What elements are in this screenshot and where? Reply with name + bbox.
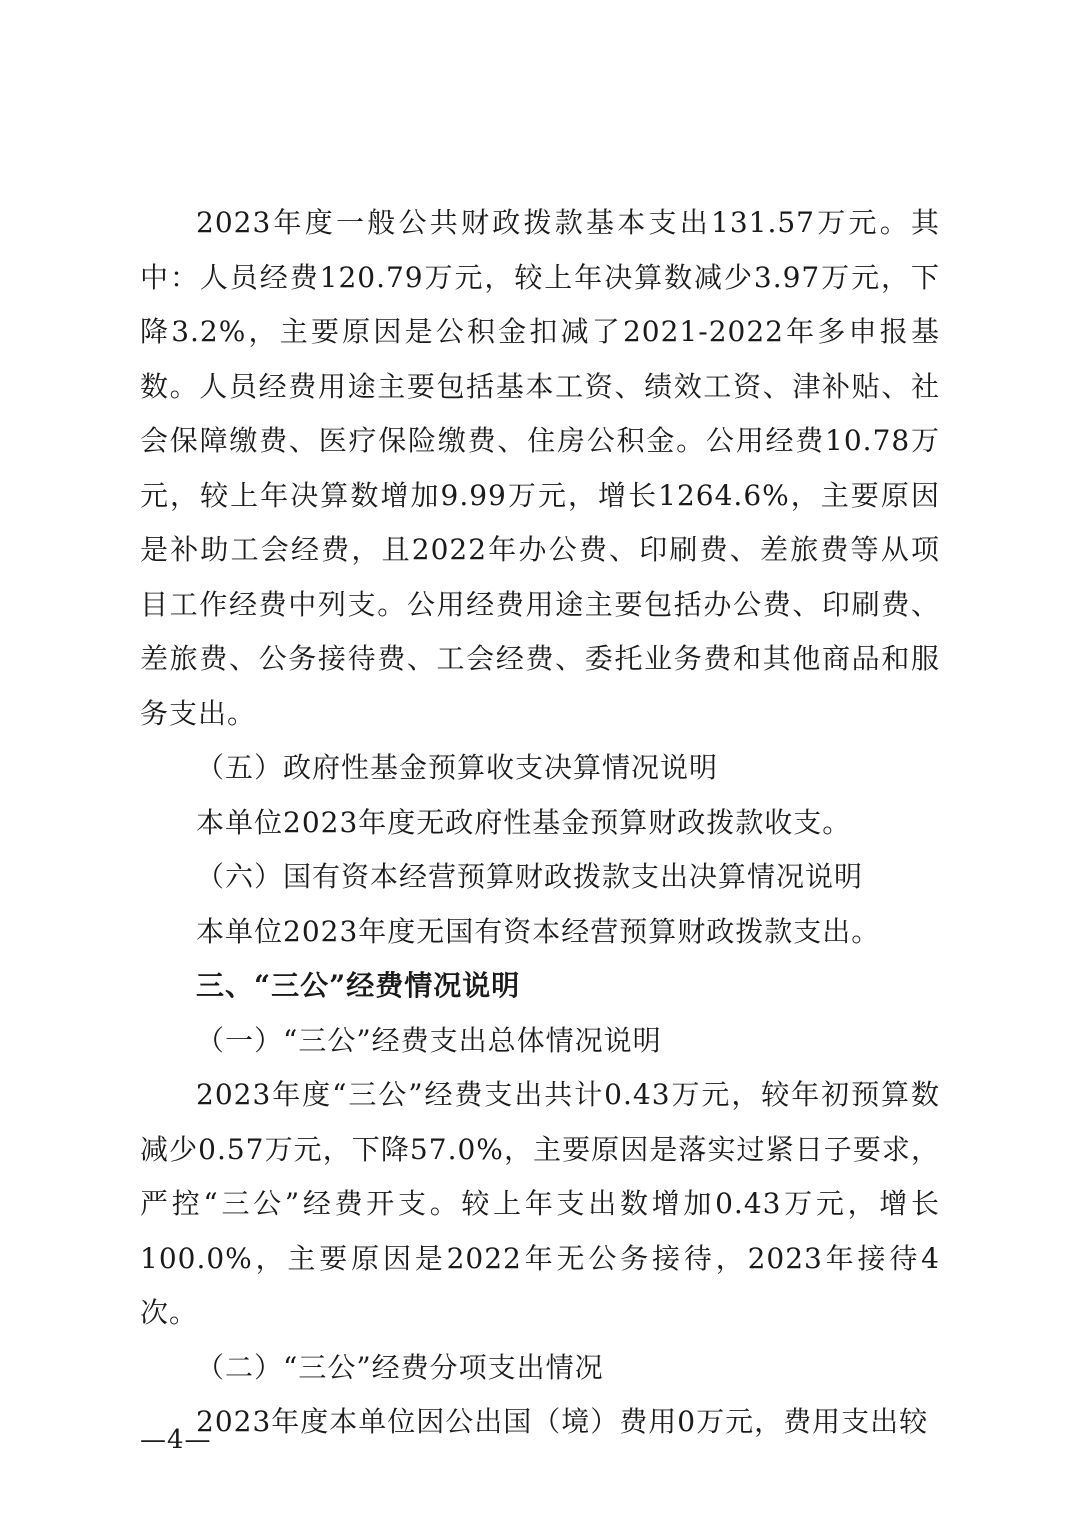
paragraph-basic-expenditure: 2023年度一般公共财政拨款基本支出131.57万元。其中：人员经费120.79万元，较上年决算数减少3.97万元，下降3.2%，主要原因是公积金扣减了2021-2022年多申报基数。人员经费用途主要包括基本工资、绩效工资、津补贴、社会保障缴费、医疗保险缴费、住房公积金。公用经费10.78万元，较上年决算数增加9.99万元，增长1264.6%，主要原因是补助工会经费，且2022年办公费、印刷费、差旅费等从项目工作经费中列支。公用经费用途主要包括办公费、印刷费、差旅费、公务接待费、工会经费、委托业务费和其他商品和服务支出。 <box>140 206 940 730</box>
heading-itemized-expenses: （二）“三公”经费分项支出情况 <box>196 1350 604 1384</box>
paragraph-state-capital: 本单位2023年度无国有资本经营预算财政拨款支出。 <box>196 914 881 948</box>
paragraph-overall-expenses: 2023年度“三公”经费支出共计0.43万元，较年初预算数减少0.57万元，下降57.0%，主要原因是落实过紧日子要求，严控“三公”经费开支。较上年支出数增加0.43万元，增长100.0%，主要原因是2022年无公务接待，2023年接待4次。 <box>140 1078 940 1329</box>
heading-overall-expenses: （一）“三公”经费支出总体情况说明 <box>196 1023 662 1057</box>
heading-three-public-expenses: 三、“三公”经费情况说明 <box>196 969 521 1002</box>
paragraph-government-fund: 本单位2023年度无政府性基金预算财政拨款收支。 <box>196 805 852 839</box>
page-number: —4— <box>140 1425 212 1455</box>
paragraph-itemized-expenses: 2023年度本单位因公出国（境）费用0万元，费用支出较 <box>196 1405 929 1438</box>
document-body <box>140 196 940 1450</box>
heading-government-fund-budget: （五）政府性基金预算收支决算情况说明 <box>196 751 719 784</box>
heading-state-capital-budget: （六）国有资本经营预算财政拨款支出决算情况说明 <box>196 860 864 893</box>
